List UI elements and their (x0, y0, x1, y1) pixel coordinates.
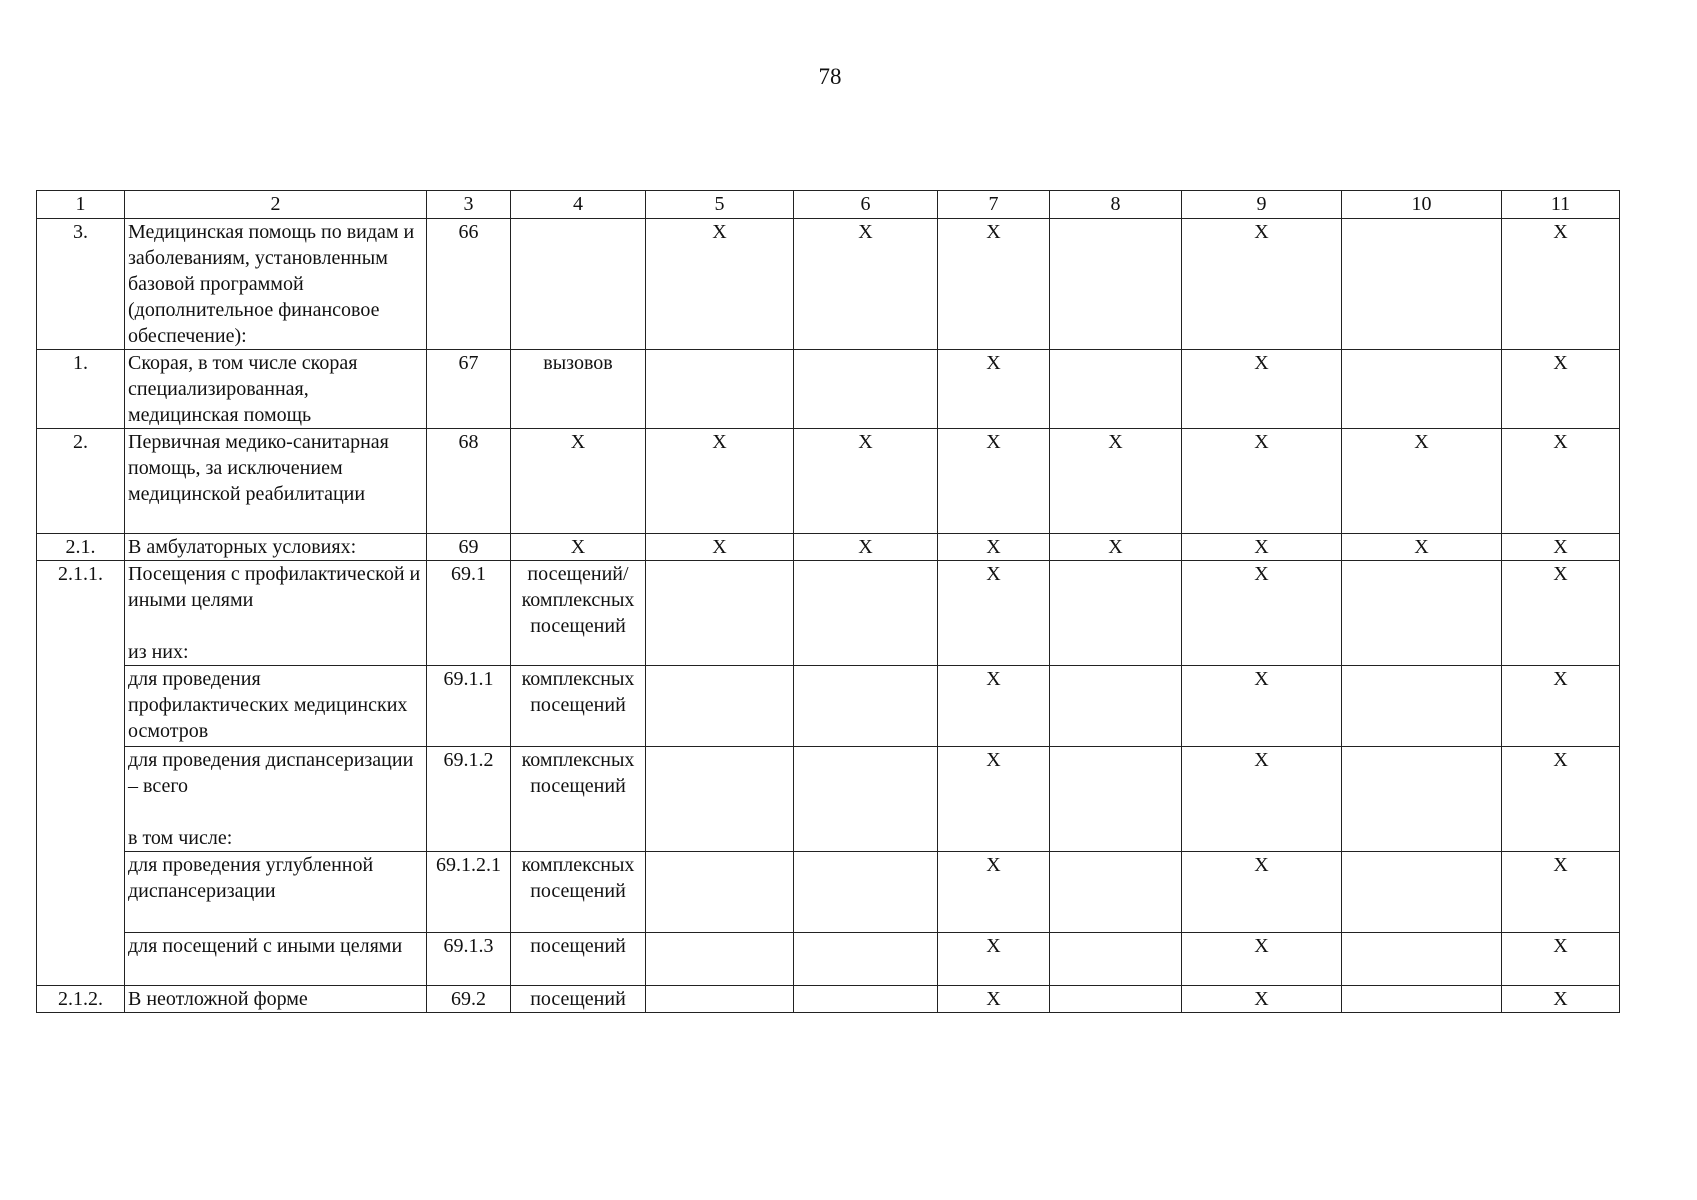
cell-col6 (794, 350, 938, 429)
row-unit: X (511, 429, 646, 534)
cell-col7: X (938, 534, 1050, 561)
row-code: 66 (427, 219, 511, 350)
cell-col6 (794, 933, 938, 986)
row-number: 2.1.1. (37, 561, 125, 986)
row-name: В неотложной форме (125, 986, 427, 1013)
cell-col6 (794, 986, 938, 1013)
row-name: Скорая, в том числе скорая специализированная, медицинская помощь (125, 350, 427, 429)
row-name: для проведения углубленной диспансеризации (125, 852, 427, 933)
row-name: В амбулаторных условиях: (125, 534, 427, 561)
row-code: 67 (427, 350, 511, 429)
table-row (37, 219, 1620, 350)
row-number: 2.1.2. (37, 986, 125, 1013)
cell-col7: X (938, 986, 1050, 1013)
cell-col11: X (1502, 852, 1620, 933)
header-cell: 6 (794, 191, 938, 219)
cell-col7: X (938, 350, 1050, 429)
cell-col10 (1342, 986, 1502, 1013)
cell-col8 (1050, 219, 1182, 350)
row-unit: посещений/ комплексных посещений (511, 561, 646, 666)
data-table (36, 190, 1620, 1013)
cell-col9: X (1182, 561, 1342, 666)
cell-col8: X (1050, 534, 1182, 561)
header-cell: 4 (511, 191, 646, 219)
table-row (37, 933, 1620, 986)
row-number: 1. (37, 350, 125, 429)
cell-col8 (1050, 747, 1182, 852)
cell-col6: X (794, 534, 938, 561)
row-name-cell (125, 747, 427, 852)
row-unit: комплексных посещений (511, 747, 646, 852)
row-code: 69.1.2.1 (427, 852, 511, 933)
row-name: для проведения диспансеризации – всего (128, 749, 414, 797)
header-cell: 7 (938, 191, 1050, 219)
cell-col6: X (794, 219, 938, 350)
table-row (37, 747, 1620, 852)
cell-col11: X (1502, 429, 1620, 534)
cell-col9: X (1182, 986, 1342, 1013)
cell-col8 (1050, 561, 1182, 666)
cell-col9: X (1182, 534, 1342, 561)
cell-col8: X (1050, 429, 1182, 534)
cell-col6: X (794, 429, 938, 534)
cell-col10 (1342, 561, 1502, 666)
cell-col11: X (1502, 561, 1620, 666)
cell-col9: X (1182, 852, 1342, 933)
cell-col7: X (938, 219, 1050, 350)
cell-col5 (646, 666, 794, 747)
row-number: 2. (37, 429, 125, 534)
row-number: 3. (37, 219, 125, 350)
row-name: для проведения профилактических медицинских осмотров (125, 666, 427, 747)
cell-col9: X (1182, 350, 1342, 429)
cell-col7: X (938, 852, 1050, 933)
cell-col9: X (1182, 429, 1342, 534)
cell-col5: X (646, 219, 794, 350)
header-row (37, 191, 1620, 219)
cell-col5 (646, 561, 794, 666)
table-row (37, 534, 1620, 561)
cell-col8 (1050, 933, 1182, 986)
cell-col7: X (938, 429, 1050, 534)
cell-col5 (646, 986, 794, 1013)
cell-col9: X (1182, 666, 1342, 747)
header-cell: 11 (1502, 191, 1620, 219)
row-code: 69.1 (427, 561, 511, 666)
cell-col10 (1342, 350, 1502, 429)
header-cell: 9 (1182, 191, 1342, 219)
cell-col9: X (1182, 747, 1342, 852)
cell-col11: X (1502, 534, 1620, 561)
cell-col10: X (1342, 534, 1502, 561)
cell-col11: X (1502, 933, 1620, 986)
cell-col11: X (1502, 666, 1620, 747)
table-row (37, 429, 1620, 534)
row-unit: посещений (511, 986, 646, 1013)
row-code: 69.2 (427, 986, 511, 1013)
row-unit: X (511, 534, 646, 561)
cell-col6 (794, 561, 938, 666)
cell-col11: X (1502, 986, 1620, 1013)
table-row (37, 350, 1620, 429)
cell-col5 (646, 747, 794, 852)
cell-col10 (1342, 219, 1502, 350)
table-row (37, 852, 1620, 933)
row-number: 2.1. (37, 534, 125, 561)
cell-col11: X (1502, 747, 1620, 852)
header-cell: 10 (1342, 191, 1502, 219)
cell-col7: X (938, 747, 1050, 852)
cell-col6 (794, 852, 938, 933)
header-cell: 5 (646, 191, 794, 219)
row-code: 69 (427, 534, 511, 561)
row-unit: комплексных посещений (511, 666, 646, 747)
cell-col5 (646, 350, 794, 429)
table-row (37, 986, 1620, 1013)
row-code: 69.1.3 (427, 933, 511, 986)
row-code: 68 (427, 429, 511, 534)
row-name-cell (125, 561, 427, 666)
cell-col10 (1342, 933, 1502, 986)
cell-col9: X (1182, 933, 1342, 986)
cell-col7: X (938, 933, 1050, 986)
page-number: 78 (818, 64, 842, 89)
cell-col8 (1050, 986, 1182, 1013)
table-row (37, 666, 1620, 747)
cell-col10 (1342, 747, 1502, 852)
row-unit: комплексных посещений (511, 852, 646, 933)
cell-col8 (1050, 666, 1182, 747)
cell-col5: X (646, 534, 794, 561)
cell-col7: X (938, 666, 1050, 747)
cell-col11: X (1502, 219, 1620, 350)
row-code: 69.1.1 (427, 666, 511, 747)
header-cell: 3 (427, 191, 511, 219)
cell-col10 (1342, 666, 1502, 747)
header-cell: 1 (37, 191, 125, 219)
cell-col8 (1050, 852, 1182, 933)
cell-col7: X (938, 561, 1050, 666)
cell-col5 (646, 933, 794, 986)
row-name: Посещения с профилактической и иными целями (128, 563, 421, 611)
cell-col6 (794, 747, 938, 852)
cell-col8 (1050, 350, 1182, 429)
cell-col9: X (1182, 219, 1342, 350)
cell-col10 (1342, 852, 1502, 933)
row-name: для посещений с иными целями (125, 933, 427, 986)
row-unit (511, 219, 646, 350)
cell-col6 (794, 666, 938, 747)
header-cell: 8 (1050, 191, 1182, 219)
row-name-note: из них: (128, 641, 189, 663)
table-row (37, 561, 1620, 666)
row-code: 69.1.2 (427, 747, 511, 852)
row-unit: вызовов (511, 350, 646, 429)
cell-col5: X (646, 429, 794, 534)
cell-col10: X (1342, 429, 1502, 534)
cell-col11: X (1502, 350, 1620, 429)
row-name: Первичная медико-санитарная помощь, за исключением медицинской реабилитации (125, 429, 427, 534)
header-cell: 2 (125, 191, 427, 219)
row-name: Медицинская помощь по видам и заболеваниям, установленным базовой программой (дополнительное финансовое обеспечение): (125, 219, 427, 350)
row-name-note: в том числе: (128, 827, 233, 849)
cell-col5 (646, 852, 794, 933)
row-unit: посещений (511, 933, 646, 986)
